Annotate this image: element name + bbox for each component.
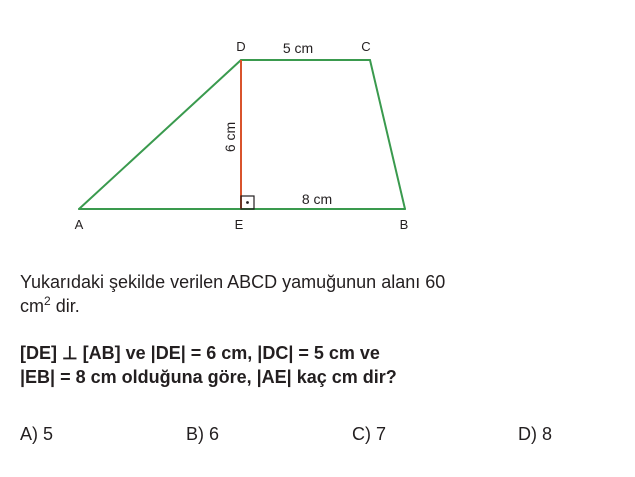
option-b[interactable]: B) 6 bbox=[186, 424, 220, 444]
area-unit-exponent: 2 bbox=[44, 294, 51, 308]
vertex-label-c: C bbox=[361, 39, 371, 54]
question-intro-line1: Yukarıdaki şekilde verilen ABCD yamuğunun alanı 60 bbox=[20, 272, 446, 292]
option-d[interactable]: D) 8 bbox=[518, 424, 553, 444]
measure-eb: 8 cm bbox=[301, 191, 333, 207]
vertex-label-d: D bbox=[236, 39, 246, 54]
question-intro bbox=[20, 270, 580, 318]
vertex-label-e: E bbox=[234, 217, 244, 232]
vertex-label-b: B bbox=[399, 217, 409, 232]
side-cb bbox=[370, 60, 405, 209]
measure-de: 6 cm bbox=[222, 121, 238, 153]
question-intro-rest: dir. bbox=[50, 296, 80, 316]
right-angle-dot bbox=[246, 201, 249, 204]
vertex-label-a: A bbox=[74, 217, 84, 232]
option-c[interactable]: C) 7 bbox=[352, 424, 387, 444]
question-given-line1: [DE] ⊥ [AB] ve |DE| = 6 cm, |DC| = 5 cm ve bbox=[20, 343, 380, 363]
option-a[interactable]: A) 5 bbox=[20, 424, 54, 444]
question-given-line2: |EB| = 8 cm olduğuna göre, |AE| kaç cm dir? bbox=[20, 367, 397, 387]
measure-dc: 5 cm bbox=[282, 40, 314, 56]
side-ad bbox=[79, 60, 241, 209]
area-unit: cm bbox=[20, 296, 44, 316]
question-given bbox=[20, 341, 580, 389]
